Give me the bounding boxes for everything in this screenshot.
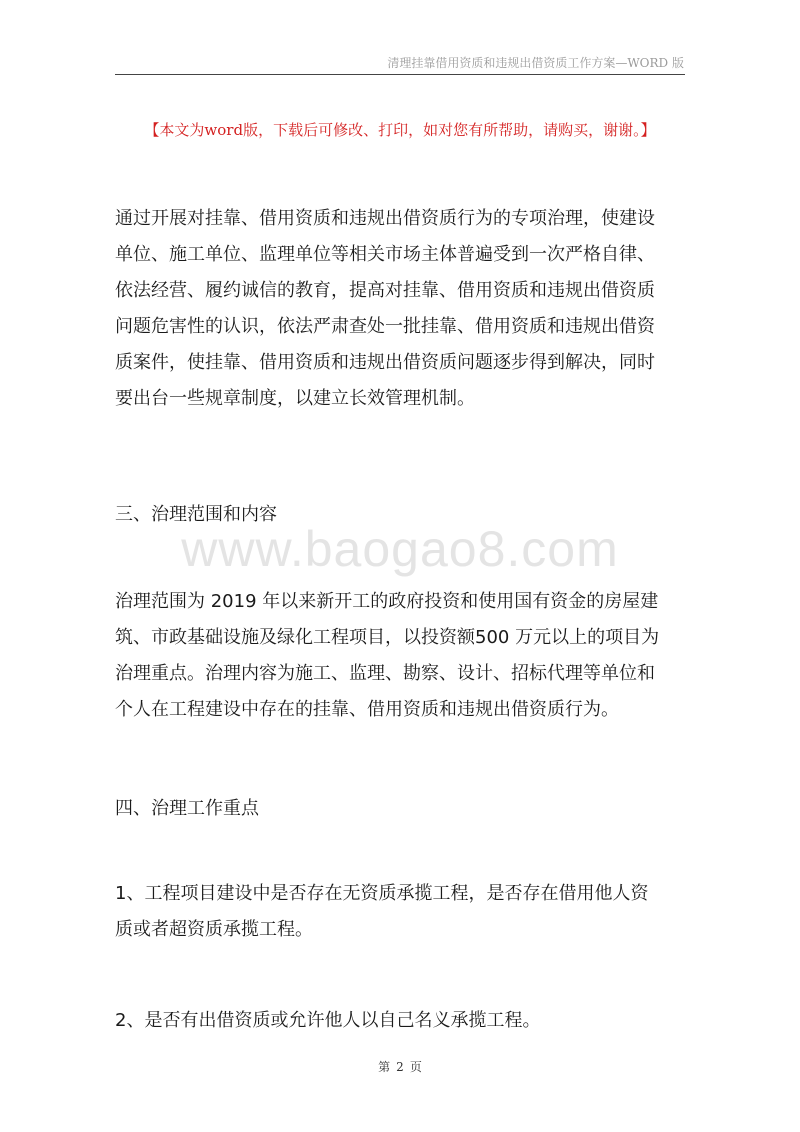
purchase-notice: 【本文为word版，下载后可修改、打印，如对您有所帮助，请购买，谢谢。】 xyxy=(144,121,656,139)
paragraph-line: 质案件，使挂靠、借用资质和违规出借资质问题逐步得到解决，同时 xyxy=(115,352,655,373)
page-number: 2 xyxy=(396,1060,404,1074)
heading-text: 三、治理范围和内容 xyxy=(115,504,277,525)
page-prefix: 第 xyxy=(378,1060,391,1074)
paragraph-line: 治理范围为 2019 年以来新开工的政府投资和使用国有资金的房屋建 xyxy=(115,591,659,612)
paragraph-line: 个人在工程建设中存在的挂靠、借用资质和违规出借资质行为。 xyxy=(115,699,619,720)
header-divider xyxy=(115,74,685,75)
section-heading-focus xyxy=(115,791,687,827)
paragraph-line: 单位、施工单位、监理单位等相关市场主体普遍受到一次严格自律、 xyxy=(115,244,655,265)
list-item-1 xyxy=(115,876,687,948)
paragraph-line: 问题危害性的认识，依法严肃查处一批挂靠、借用资质和违规出借资 xyxy=(115,316,655,337)
paragraph-line: 2、是否有出借资质或允许他人以自己名义承揽工程。 xyxy=(115,1010,541,1031)
watermark: www.baogao8.com xyxy=(181,521,619,577)
page-footer xyxy=(0,1058,800,1075)
paragraph-objectives xyxy=(115,201,687,417)
heading-text: 四、治理工作重点 xyxy=(115,798,259,819)
paragraph-line: 通过开展对挂靠、借用资质和违规出借资质行为的专项治理，使建设 xyxy=(115,208,655,229)
paragraph-line: 要出台一些规章制度，以建立长效管理机制。 xyxy=(115,388,475,409)
paragraph-scope xyxy=(115,584,687,728)
paragraph-line: 筑、市政基础设施及绿化工程项目，以投资额500 万元以上的项目为 xyxy=(115,627,660,648)
list-item-2 xyxy=(115,1003,687,1039)
paragraph-line: 依法经营、履约诚信的教育，提高对挂靠、借用资质和违规出借资质 xyxy=(115,280,655,301)
document-header-title: 清理挂靠借用资质和违规出借资质工作方案—WORD 版 xyxy=(387,56,684,70)
paragraph-line: 治理重点。治理内容为施工、监理、勘察、设计、招标代理等单位和 xyxy=(115,663,655,684)
paragraph-line: 质或者超资质承揽工程。 xyxy=(115,919,313,940)
paragraph-line: 1、工程项目建设中是否存在无资质承揽工程，是否存在借用他人资 xyxy=(115,883,649,904)
page-suffix: 页 xyxy=(409,1060,422,1074)
